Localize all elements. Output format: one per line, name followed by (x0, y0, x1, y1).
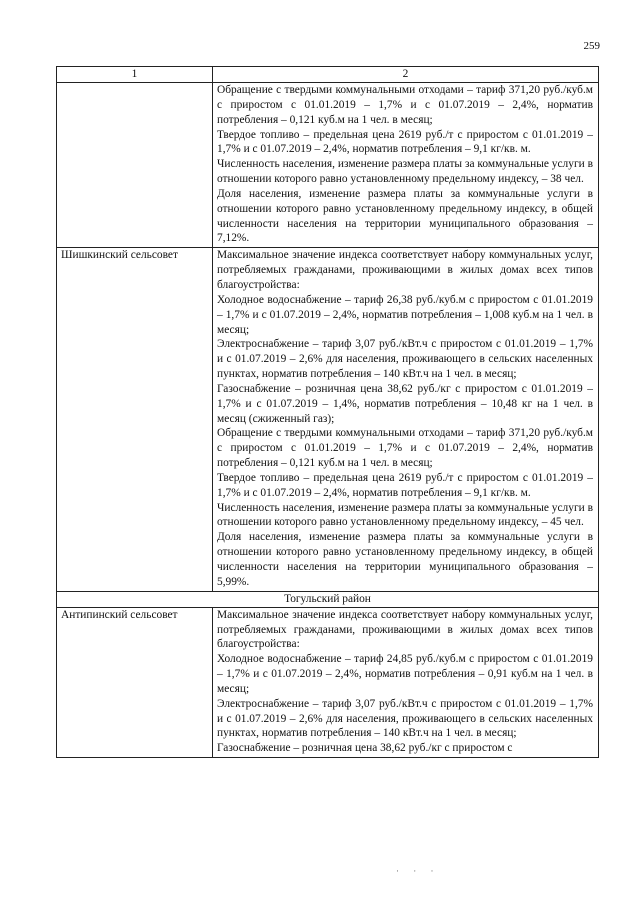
paragraph: Электроснабжение – тариф 3,07 руб./кВт.ч с приростом с 01.01.2019 – 1,7% и с 01.07.2019 – 2,6% для населения, проживающего в сельских населенных пунктах, норматив потребления – 140 кВт.ч на 1 чел. в месяц; (217, 338, 593, 381)
column-1-header: 1 (57, 67, 213, 83)
column-2-header: 2 (213, 67, 599, 83)
tariff-table (56, 66, 599, 758)
paragraph: Электроснабжение – тариф 3,07 руб./кВт.ч с приростом с 01.01.2019 – 1,7% и с 01.07.2019 – 2,6% для населения, проживающего в сельских населенных пунктах, норматив потребления – 140 кВт.ч на 1 чел. в месяц; (217, 697, 593, 740)
table-row (57, 248, 599, 591)
tariff-description-cell (213, 607, 599, 757)
page-number: 259 (583, 40, 600, 52)
paragraph: Численность населения, изменение размера платы за коммунальные услуги в отношении которого равно установленному предельному индексу, – 38 чел. (217, 158, 593, 186)
paragraph: Доля населения, изменение размера платы за коммунальные услуги в отношении которого равно установленному предельному индексу, в общей численности населения на территории муниципального образования – 7,12%. (217, 187, 593, 245)
section-title: Тогульский район (57, 591, 599, 607)
paragraph: Максимальное значение индекса соответствует набору коммунальных услуг, потребляемых гражданами, проживающими в жилых домах всех типов благоустройства: (217, 608, 593, 651)
tariff-description-cell (213, 83, 599, 248)
table-row (57, 83, 599, 248)
tariff-description-cell (213, 248, 599, 591)
paragraph: Твердое топливо – предельная цена 2619 руб./т с приростом с 01.01.2019 – 1,7% и с 01.07.2019 – 2,4%, норматив потребления – 9,1 кг/кв. м. (217, 471, 593, 499)
paragraph: Газоснабжение – розничная цена 38,62 руб./кг с приростом с 01.01.2019 – 1,7% и с 01.07.2019 – 1,4%, норматив потребления – 10,48 кг на 1 чел. в месяц (сжиженный газ); (217, 382, 593, 425)
paragraph: Обращение с твердыми коммунальными отходами – тариф 371,20 руб./куб.м с приростом с 01.01.2019 – 1,7% и с 01.07.2019 – 2,4%, норматив потребления – 0,121 куб.м на 1 чел. в месяц; (217, 427, 593, 470)
paragraph: Обращение с твердыми коммунальными отходами – тариф 371,20 руб./куб.м с приростом с 01.01.2019 – 1,7% и с 01.07.2019 – 2,4%, норматив потребления – 0,121 куб.м на 1 чел. в месяц; (217, 84, 593, 126)
scan-specks: · · · (396, 866, 440, 876)
paragraph: Газоснабжение – розничная цена 38,62 руб./кг с приростом с (217, 742, 513, 755)
table-header-row (57, 67, 599, 83)
settlement-cell (57, 83, 213, 248)
paragraph: Холодное водоснабжение – тариф 24,85 руб./куб.м с приростом с 01.01.2019 – 1,7% и с 01.07.2019 – 2,4%, норматив потребления – 0,91 куб.м на 1 чел. в месяц; (217, 653, 593, 695)
paragraph: Доля населения, изменение размера платы за коммунальные услуги в отношении которого равно установленному предельному индексу, в общей численности населения на территории муниципального образования – 5,99%. (217, 531, 593, 588)
table-row (57, 607, 599, 757)
paragraph: Максимальное значение индекса соответствует набору коммунальных услуг, потребляемых гражданами, проживающими в жилых домах всех типов благоустройства: (217, 249, 593, 291)
settlement-cell: Шишкинский сельсовет (57, 248, 213, 591)
paragraph: Численность населения, изменение размера платы за коммунальные услуги в отношении которого равно установленному предельному индексу, – 45 чел. (217, 501, 593, 529)
section-row (57, 591, 599, 607)
settlement-cell: Антипинский сельсовет (57, 607, 213, 757)
paragraph: Твердое топливо – предельная цена 2619 руб./т с приростом с 01.01.2019 – 1,7% и с 01.07.2019 – 2,4%, норматив потребления – 9,1 кг/кв. м. (217, 128, 593, 156)
paragraph: Холодное водоснабжение – тариф 26,38 руб./куб.м с приростом с 01.01.2019 – 1,7% и с 01.07.2019 – 2,4%, норматив потребления – 1,008 куб.м на 1 чел. в месяц; (217, 293, 593, 336)
